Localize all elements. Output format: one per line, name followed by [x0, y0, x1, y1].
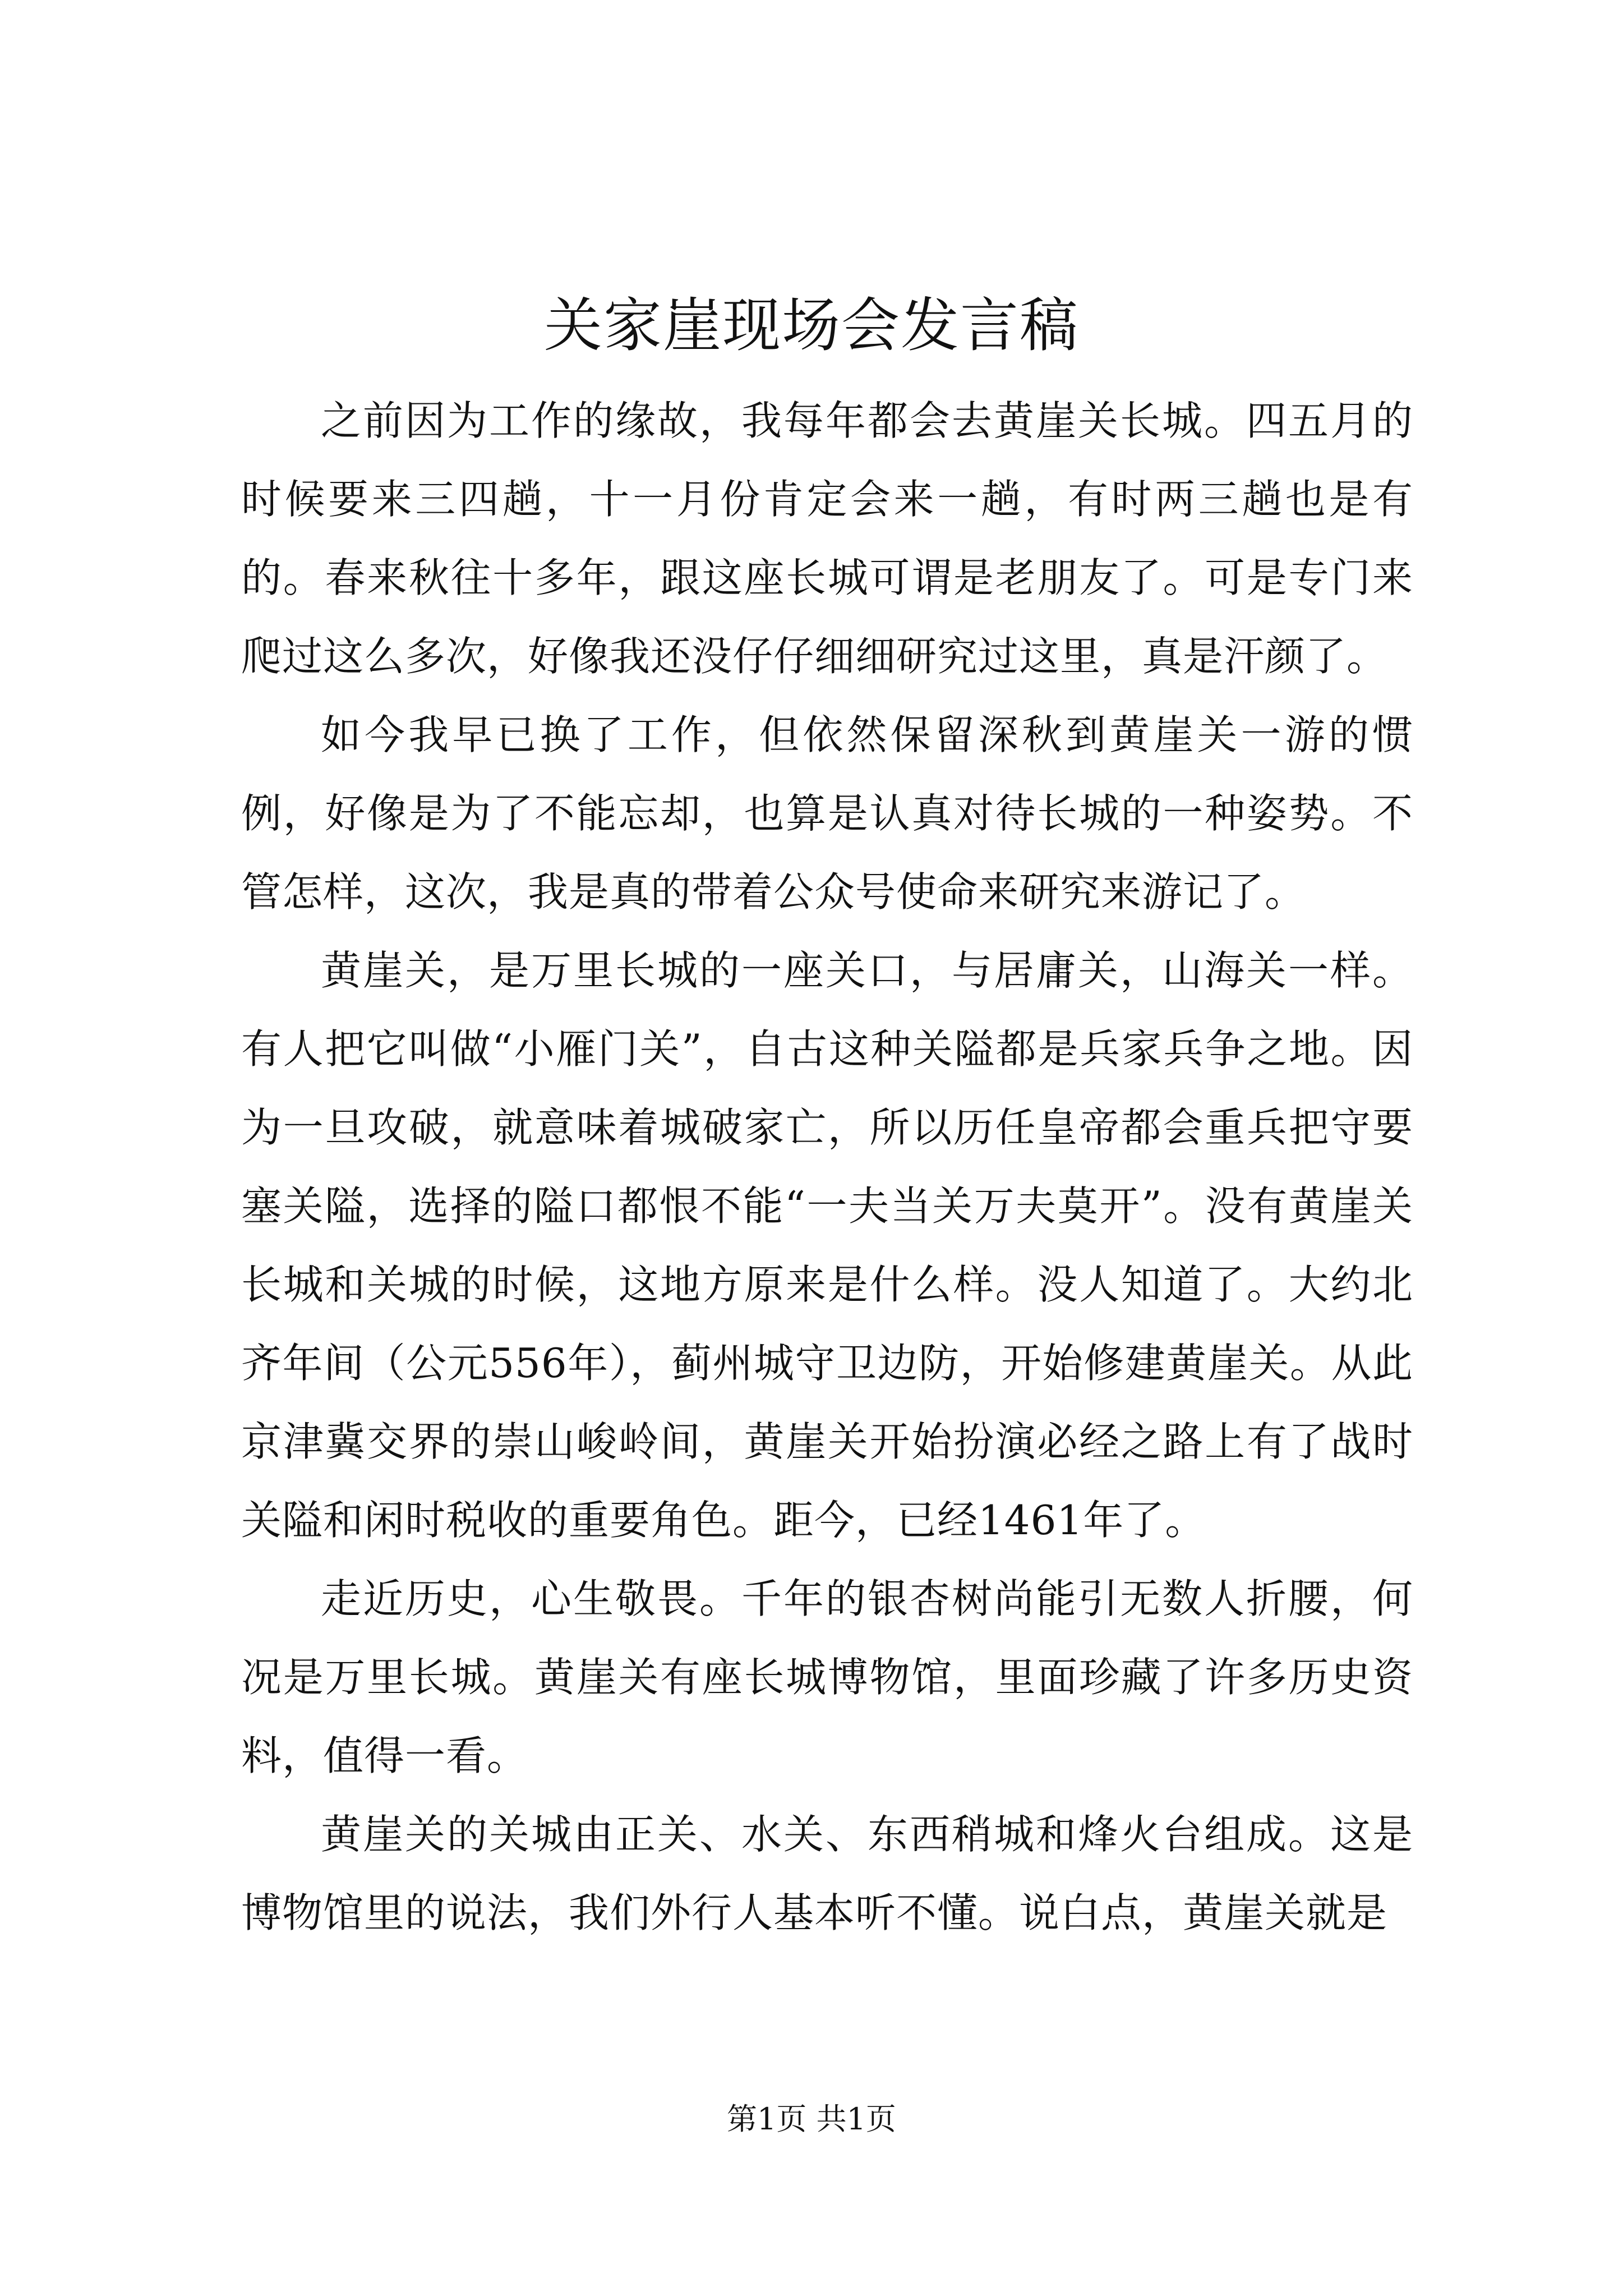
document-title: 关家崖现场会发言稿 [543, 291, 1079, 360]
paragraph-2: 如今我早已换了工作，但依然保留深秋到黄崖关一游的惯例，好像是为了不能忘却，也算是认真对待长城的一种姿势。不管怎样，这次，我是真的带着公众号使命来研究来游记了。 [241, 711, 1413, 915]
paragraph-5: 黄崖关的关城由正关、水关、东西稍城和烽火台组成。这是博物馆里的说法，我们外行人基本听不懂。说白点，黄崖关就是 [241, 1811, 1413, 1936]
paragraph-3: 黄崖关，是万里长城的一座关口，与居庸关，山海关一样。有人把它叫做“小雁门关”，自古这种关隘都是兵家兵争之地。因为一旦攻破，就意味着城破家亡，所以历任皇帝都会重兵把守要塞关隘，选择的隘口都恨不能“一夫当关万夫莫开”。没有黄崖关长城和关城的时候，这地方原来是什么样。没人知道了。大约北齐年间（公元556年），蓟州城守卫边防，开始修建黄崖关。从此京津冀交界的崇山峻岭间，黄崖关开始扮演必经之路上有了战时关隘和闲时税收的重要角色。距今，已经1461年了。 [241, 947, 1413, 1544]
paragraph-4: 走近历史，心生敬畏。千年的银杏树尚能引无数人折腰，何况是万里长城。黄崖关有座长城博物馆，里面珍藏了许多历史资料，值得一看。 [241, 1575, 1413, 1779]
paragraph-1: 之前因为工作的缘故，我每年都会去黄崖关长城。四五月的时候要来三四趟，十一月份肯定会来一趟，有时两三趟也是有的。春来秋往十多年，跟这座长城可谓是老朋友了。可是专门来爬过这么多次，好像我还没仔仔细细研究过这里，真是汗颜了。 [241, 397, 1413, 680]
document-body [241, 381, 1413, 1952]
page-footer: 第1页 共1页 [727, 2101, 896, 2137]
